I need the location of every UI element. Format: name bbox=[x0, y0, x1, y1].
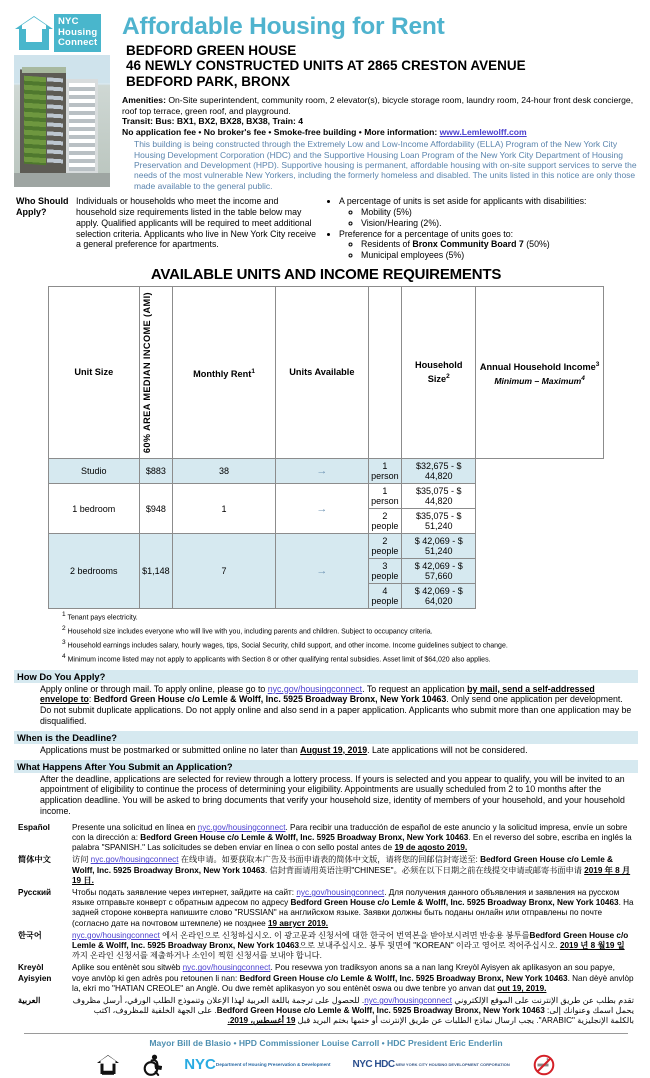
lang-text-1: 访问 bbox=[72, 855, 91, 865]
cell-household-size: 1 person bbox=[368, 484, 401, 509]
deadline-date: 19 de agosto 2019. bbox=[394, 843, 468, 853]
building-rendering-image bbox=[14, 55, 110, 187]
housing-connect-link[interactable]: nyc.gov/housingconnect bbox=[72, 930, 160, 940]
house-logo-icon bbox=[14, 14, 54, 52]
table-title: AVAILABLE UNITS AND INCOME REQUIREMENTS bbox=[150, 266, 502, 283]
who-should-apply-paragraph: Individuals or households who meet the income and household size requirements listed in the table below may apply. Qualified applicants will be required to meet additional selection criteria. Applicants who live in New York City receive a general preference for apartments. bbox=[76, 196, 317, 250]
language-row-russian bbox=[14, 888, 638, 929]
table-body bbox=[49, 459, 604, 609]
language-label: Русский bbox=[18, 888, 52, 897]
main-building bbox=[20, 69, 66, 176]
household-size-label: Household Size bbox=[414, 360, 463, 385]
apply-text-1: Apply online or through mail. To apply online, please go to bbox=[40, 683, 268, 694]
cell-rent: $1,148 bbox=[139, 534, 172, 609]
col-unit-size: Unit Size bbox=[49, 287, 140, 459]
language-body bbox=[72, 931, 638, 962]
min-max-note bbox=[478, 373, 601, 387]
arrow-icon: → bbox=[276, 534, 369, 609]
cell-income: $ 42,069 - $ 51,240 bbox=[402, 534, 476, 559]
cell-income: $35,075 - $ 44,820 bbox=[402, 484, 476, 509]
list-item bbox=[339, 196, 638, 228]
housing-connect-link[interactable]: nyc.gov/housingconnect bbox=[267, 683, 363, 694]
cell-household-size: 4 people bbox=[368, 584, 401, 609]
logo-wordmark bbox=[54, 14, 101, 52]
hpd-subtitle: Department of Housing Preservation & Development bbox=[215, 1062, 331, 1068]
officials-line: Mayor Bill de Blasio • HPD Commissioner Louise Carroll • HDC President Eric Enderlin bbox=[149, 1037, 503, 1048]
lang-text-4: 까지 온라인 신청서를 제출하거나 소인이 찍힌 신청서를 보내야 합니다. bbox=[72, 951, 322, 961]
hdc-subtitle: NEW YORK CITY HOUSING DEVELOPMENT CORPORATION bbox=[395, 1062, 510, 1068]
deadline-text-2: . Late applications will not be considered. bbox=[367, 744, 528, 755]
cell-rent: $948 bbox=[139, 484, 172, 534]
footer-logos bbox=[14, 1052, 638, 1078]
table-row bbox=[49, 534, 604, 559]
community-board: Bronx Community Board 7 bbox=[412, 239, 524, 250]
disability-setaside-text: A percentage of units is set aside for applicants with disabilities: bbox=[339, 196, 587, 207]
footnote bbox=[62, 639, 638, 651]
deadline-date: August 19, 2019 bbox=[300, 744, 368, 755]
lang-text-3: 으로 보내주십시오. 봉투 뒷면에 "KOREAN" 이라고 영어로 적어주십시오. bbox=[299, 941, 560, 951]
mailing-address: Bedford Green House c/o Lemle & Wolff, Inc. 5925 Broadway Bronx, New York 10463 bbox=[140, 832, 469, 842]
cell-income: $ 42,069 - $ 57,660 bbox=[402, 559, 476, 584]
fee-prefix: No application fee • No broker's fee • Smoke-free building • More information: bbox=[122, 127, 440, 138]
accessibility-icon bbox=[142, 1052, 162, 1078]
ami-label: 60% AREA MEDIAN INCOME (AMI) bbox=[141, 292, 152, 454]
lang-text-1: تقدم بطلب عن طريق الإنترنت على الموقع الإلكتروني bbox=[452, 996, 634, 1006]
col-units-available: Units Available bbox=[276, 287, 369, 459]
footnote-ref: 4 bbox=[581, 374, 585, 382]
who-should-apply-label: Who Should Apply? bbox=[16, 196, 69, 218]
cell-household-size: 3 people bbox=[368, 559, 401, 584]
street bbox=[14, 173, 110, 187]
roof-terrace bbox=[22, 67, 66, 73]
nyc-hpd-logo bbox=[184, 1052, 330, 1078]
apply-text-4: . Only send one application per development. Do not submit duplicate applications. Do not apply online and also send in a paper application. Applicants who submit more than one application may be disqualified. bbox=[40, 694, 632, 726]
cell-unit-size: 1 bedroom bbox=[49, 484, 140, 534]
lang-text-3: . На задней стороне конверта напишите слово "RUSSIAN" на английском языке. Заявки должны быть поданы онлайн или отправлены по почте (согласно дате на почтовом штемпеле) не позднее bbox=[72, 898, 634, 928]
mailing-address: Bedford Green House c/o Lemle & Wolff, Inc. 5925 Broadway Bronx, New York 10463 bbox=[239, 973, 568, 983]
disability-sublist bbox=[339, 207, 638, 229]
footnote-text: Household earnings includes salary, hourly wages, tips, Social Security, child support, and other income. Income guidelines subject to change. bbox=[67, 642, 508, 650]
footnote bbox=[62, 625, 638, 637]
language-body bbox=[72, 823, 638, 854]
bullet-list bbox=[326, 196, 638, 261]
mailing-address: Bedford Green House c/o Lemle & Wolff, Inc. 5925 Broadway Bronx, New York 10463 bbox=[216, 1006, 545, 1016]
lang-text-2: . Pou resevwa yon tradiksyon anons sa a nan lang Kreyòl Ayisyen ak aplikasyon an sou papye, voye anvlòp ki gen adrès pou retounen li nan: bbox=[72, 963, 615, 983]
mailing-address: Bedford Green House c/o Lemle & Wolff, Inc. 5925 Broadway Bronx, New York 10463 bbox=[72, 930, 629, 951]
language-row-haitian-creole bbox=[14, 963, 638, 994]
header bbox=[14, 14, 638, 191]
housing-connect-link[interactable]: nyc.gov/housingconnect bbox=[90, 855, 179, 865]
apply-text-3: : bbox=[88, 694, 94, 705]
page-title: Affordable Housing for Rent bbox=[122, 13, 445, 40]
deadline-date: 19 أغسطس، 2019. bbox=[227, 1016, 296, 1026]
col-ami bbox=[139, 287, 172, 459]
deadline-date: 2019 년 8 월19 일 bbox=[559, 941, 625, 951]
nyc-wordmark: NYC bbox=[184, 1056, 216, 1074]
language-label: العربية bbox=[18, 996, 41, 1006]
col-household-size bbox=[402, 287, 476, 459]
deadline-body bbox=[14, 744, 638, 756]
footnote-text: Minimum income listed may not apply to applicants with Section 8 or other qualifying rental subsidies. Asset limit of $64,020 also applies. bbox=[67, 656, 491, 664]
how-apply-body bbox=[14, 683, 638, 727]
how-apply-heading: How Do You Apply? bbox=[14, 670, 638, 683]
language-label: Español bbox=[18, 822, 50, 832]
cell-income: $35,075 - $ 51,240 bbox=[402, 509, 476, 534]
pref-pre: Residents of bbox=[361, 239, 413, 250]
mailing-address: Bedford Green House c/o Lemle & Wolff, Inc. 5925 Broadway Bronx, New York 10463 bbox=[72, 855, 613, 875]
housing-connect-link[interactable]: nyc.gov/housingconnect bbox=[364, 996, 453, 1006]
cell-unit-size: Studio bbox=[49, 459, 140, 484]
language-row-spanish bbox=[14, 823, 638, 854]
after-submit-body: After the deadline, applications are selected for review through a lottery process. If yours is selected and you appear to qualify, you will be invited to an appointment of eligibility to continue the process of determining your eligibility. Appointments are usually scheduled from 2 to 10 months after the application deadline. You will be asked to bring documents that verify your household size, identity of members of your household, and your household income. bbox=[40, 773, 625, 816]
footnote-number: 4 bbox=[62, 653, 66, 661]
lang-text-2: . Para recibir una traducción de español de este anuncio y la solicitud impresa, envíe un sobre con la dirección a: bbox=[72, 822, 628, 842]
program-description: This building is being constructed through the Extremely Low and Low-Income Affordability (ELLA) Program of the New York City Housing Development Corporation (HDC) and the Supportive Housing Loan Program of the New York City Department of Housing Preservation and Development (HPD). Supportive housing is permanent, affordable housing with on-site support services to serve the needs of the most vulnerable New Yorkers, including the formerly homeless and disabled. The units listed in this notice are only those made available to the general public. bbox=[134, 139, 637, 191]
nyc-housing-connect-logo bbox=[14, 14, 114, 52]
deadline-date: 2019 年 8 月19 日. bbox=[72, 865, 631, 885]
who-should-apply-bullets bbox=[326, 196, 638, 261]
cell-household-size: 2 people bbox=[368, 534, 401, 559]
nyc-hdc-logo bbox=[353, 1052, 510, 1078]
apply-text-2: . To request an application bbox=[362, 683, 468, 694]
monthly-rent-label: Monthly Rent bbox=[193, 368, 252, 379]
mail-instruction: by mail, send a self-addressed envelope to bbox=[40, 683, 595, 705]
footnote-number: 2 bbox=[62, 625, 66, 633]
cell-unit-size: 2 bedrooms bbox=[49, 534, 140, 609]
window-grid bbox=[47, 77, 63, 166]
after-submit-heading: What Happens After You Submit an Application? bbox=[14, 760, 638, 773]
footnote-text: Household size includes everyone who will live with you, including parents and children. Subject to occupancy criteria. bbox=[67, 628, 433, 636]
cell-income: $ 42,069 - $ 64,020 bbox=[402, 584, 476, 609]
lang-text-3: . 信封背面请用英语注明"CHINESE"。必须在以下日期之前在线提交申请或邮寄书面申请 bbox=[264, 865, 585, 875]
cell-rent: $883 bbox=[139, 459, 172, 484]
deadline-date: 19 август 2019. bbox=[268, 918, 329, 928]
mailing-address: Bedford Green House c/o Lemle & Wolff, Inc. 5925 Broadway Bronx, New York 10463 bbox=[290, 898, 619, 908]
arrow-icon: → bbox=[276, 459, 369, 484]
col-annual-income bbox=[476, 287, 604, 459]
neighborhood: BEDFORD PARK, BRONX bbox=[126, 74, 291, 89]
mailing-address: Bedford Green House c/o Lemle & Wolff, Inc. 5925 Broadway Bronx, New York 10463 bbox=[93, 694, 447, 705]
footnote bbox=[62, 653, 638, 665]
lang-text-1: Чтобы подать заявление через интернет, зайдите на сайт: bbox=[72, 888, 297, 897]
footnote bbox=[62, 611, 638, 623]
table-header-row bbox=[49, 287, 604, 459]
annual-income-label: Annual Household Income bbox=[479, 361, 596, 372]
lemlewolff-link[interactable]: www.Lemlewolff.com bbox=[439, 127, 527, 138]
language-body bbox=[72, 963, 638, 994]
deadline-date: out 19, 2019. bbox=[497, 983, 547, 993]
cell-units: 7 bbox=[173, 534, 276, 609]
col-monthly-rent bbox=[173, 287, 276, 459]
language-translations bbox=[14, 823, 638, 1027]
cell-units: 1 bbox=[173, 484, 276, 534]
preference-sublist bbox=[339, 239, 638, 261]
footnote-text: Tenant pays electricity. bbox=[67, 614, 138, 622]
housing-connect-link[interactable]: nyc.gov/housingconnect bbox=[182, 963, 271, 973]
cell-household-size: 1 person bbox=[368, 459, 401, 484]
deadline-text-1: Applications must be postmarked or submitted online no later than bbox=[40, 744, 301, 755]
footer-divider bbox=[24, 1033, 628, 1034]
list-item: ◦ Mobility (5%) bbox=[361, 207, 638, 218]
green-facade bbox=[24, 76, 46, 166]
lang-text-2: 에서 온라인으로 신청하십시오. 이 광고문과 신청서에 대한 한국어 번역본을 받아보시려면 반송용 봉투를 bbox=[159, 930, 530, 940]
pref-post: (50%) bbox=[523, 239, 550, 250]
lang-text-2: . Для получения данного объявления и заявления на русском языке отправьте конверт с обратным адресом по адресу bbox=[72, 888, 620, 908]
lang-text-1: Aplike sou entènèt sou sitwèb bbox=[72, 963, 183, 973]
language-body bbox=[72, 855, 638, 886]
fee-line bbox=[122, 127, 638, 138]
list-item bbox=[339, 229, 638, 261]
lang-text-2: 在线申请。如要获取本广告及书面申请表的简体中文版，请将您的回邮信封寄送至: bbox=[178, 855, 481, 865]
transit-line: Transit: Bus: BX1, BX2, BX28, BX38, Train: 4 bbox=[122, 116, 304, 127]
lang-text-3: . En el reverso del sobre, escriba en inglés la palabra "SPANISH." Las solicitudes se deben enviar en línea o con sello postal antes de bbox=[72, 832, 632, 853]
cell-income: $32,675 - $ 44,820 bbox=[402, 459, 476, 484]
deadline-heading: When is the Deadline? bbox=[14, 731, 638, 744]
preference-text: Preference for a percentage of units goes to: bbox=[339, 228, 514, 239]
housing-connect-link[interactable]: nyc.gov/housingconnect bbox=[197, 822, 286, 832]
footnote-number: 3 bbox=[62, 639, 66, 647]
footnote-ref: 3 bbox=[595, 360, 600, 368]
units-headline: 46 NEWLY CONSTRUCTED UNITS AT 2865 CRESTON AVENUE bbox=[126, 58, 526, 73]
language-label: Kreyòl Ayisyien bbox=[18, 963, 52, 983]
arrow-icon: → bbox=[276, 484, 369, 534]
cell-units: 38 bbox=[173, 459, 276, 484]
footnote-number: 1 bbox=[62, 611, 66, 619]
language-row-korean bbox=[14, 931, 638, 962]
lang-text-1: Presente una solicitud en línea en bbox=[72, 822, 198, 832]
col-arrow bbox=[368, 287, 401, 459]
language-label: 한국어 bbox=[18, 930, 42, 940]
amenities-label: Amenities: bbox=[122, 95, 166, 105]
housing-connect-link[interactable]: nyc.gov/housingconnect bbox=[296, 888, 385, 897]
logo-line-2: Housing bbox=[58, 26, 98, 38]
footnote-ref: 1 bbox=[251, 367, 255, 375]
list-item: ◦ Vision/Hearing (2%). bbox=[361, 218, 638, 229]
language-row-arabic bbox=[14, 996, 638, 1027]
amenities-line bbox=[122, 95, 638, 116]
language-body bbox=[72, 996, 638, 1027]
table-row bbox=[49, 459, 604, 484]
header-text-column bbox=[114, 14, 638, 191]
footnote-ref: 2 bbox=[446, 373, 450, 381]
smoke-free-icon bbox=[532, 1052, 556, 1078]
list-item: ◦ Municipal employees (5%) bbox=[361, 250, 638, 261]
language-row-chinese bbox=[14, 855, 638, 886]
equal-housing-opportunity-icon bbox=[96, 1052, 120, 1078]
language-label: 简体中文 bbox=[18, 855, 51, 865]
cell-household-size: 2 people bbox=[368, 509, 401, 534]
available-units-table bbox=[48, 286, 604, 609]
lang-text-3: . Nan dèyè anvlòp la, ekri mo "HATIAN CREOLE" an Anglè. Ou dwe remèt aplikasyon yo sou entènèt oswa ou dwe tenbre yo anvan dat bbox=[72, 973, 634, 993]
table-head bbox=[49, 287, 604, 459]
hdc-wordmark: NYC HDC bbox=[352, 1059, 395, 1071]
lang-text-2: . للحصول على ترجمة باللغة العربية لهذا الإعلان وتنموذج الطلب الورقي، أرسل مظروف يحمل اسمك وعنوانك إلى: bbox=[72, 996, 634, 1016]
left-column bbox=[14, 14, 114, 187]
table-row bbox=[49, 484, 604, 509]
min-max-text: Minimum – Maximum bbox=[494, 375, 582, 386]
list-item bbox=[361, 239, 638, 250]
amenities-text: On-Site superintendent, community room, 2 elevator(s), bicycle storage room, laundry room, 24-hour front desk concierge, roof top terrace, green roof, and playground. bbox=[122, 95, 634, 116]
table-footnotes bbox=[14, 611, 638, 666]
logo-line-1: NYC bbox=[58, 16, 79, 28]
lang-text-3: . على الجهة الخلفية للمظروف، اكتب بالكلمة الإنجليزية "ARABIC". يجب ارسال نماذج الطلبات عن طريق الإنترنت أو ختمها بختم البريد قبل bbox=[93, 1006, 634, 1026]
language-body bbox=[72, 888, 638, 929]
building-name: BEDFORD GREEN HOUSE bbox=[126, 43, 297, 58]
adjacent-building bbox=[66, 79, 98, 175]
who-should-apply-section bbox=[14, 196, 638, 261]
logo-line-3: Connect bbox=[58, 37, 98, 49]
